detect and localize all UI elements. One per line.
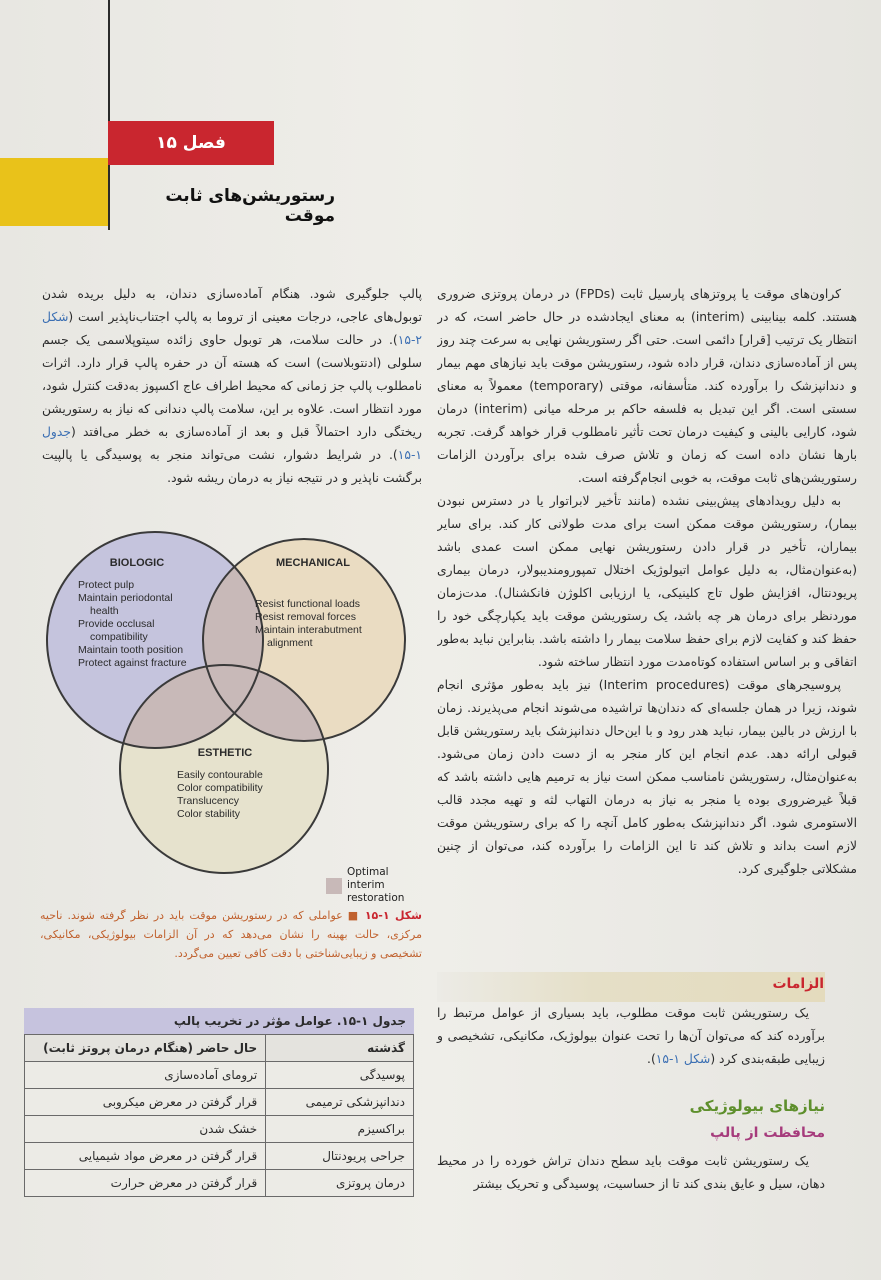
paragraph xyxy=(437,1002,825,1071)
esthetic-item: Color stability xyxy=(177,808,241,820)
text: ). در حالت سلامت، هر توبول حاوی زائده سیتوپلاسمی یک جسم سلولی (ادنتوبلاست) است که هسته آن در حفره پالپ قرار دارد. اثرات نامطلوب پالپ جز زمانی که محیط اطراف عاج اکسپوز به‌دقت کنترل شود، مورد انتظار است. علاوه بر این، سلامت پالپ دندانی که نیاز به رستوریشن ریختگی دارد احتمالاً قبل و بعد از آماده‌سازی به خطر می‌افتد ( xyxy=(42,333,422,439)
legend-line: interim xyxy=(347,879,385,891)
paragraph: یک رستوریشن ثابت موقت باید سطح دندان تراش خورده را در محیط دهان، سیل و عایق بندی کند تا از حساسیت، پوسیدگی و تحریک بیشتر xyxy=(437,1154,825,1191)
biologic-title: BIOLOGIC xyxy=(109,557,165,569)
figure-caption-label: شکل ۱-۱۵ xyxy=(364,909,422,922)
left-column xyxy=(42,283,422,493)
pulp-protection-text xyxy=(437,1150,825,1202)
paragraph: کراون‌های موقت یا پروتزهای پارسیل ثابت (FPDs) در درمان پروتزی ضروری هستند. کلمه بینابینی (interim) به معنای ایجادشده در حال حاضر است، که در انتظار یک ترتیب [قرار] دائمی است. حتی اگر رستوریشن نهایی به سرعت چند روز پس از آماده‌سازی دندان، قرار داده شود، رستوریشن موقت باید نیازهای مهم بیمار و دندانپزشک را برآورده کند. متأسفانه، موقتی (temporary) معمولاً به معنای سستی است. اگر این تبدیل به فلسفه حاکم بر مرحله میانی (interim) درمان شود، کارایی بالینی و کیفیت درمان تحت تأثیر نامطلوب قرار خواهد گرفت. تجربه بارها نشان داده است که زمان و تلاش صرف شده برای برآوردن الزامات رستوریشن‌های ثابت موقت، به خوبی انجام‌گرفته است. xyxy=(437,287,857,485)
requirements-text xyxy=(437,1002,825,1077)
legend-swatch xyxy=(326,878,342,894)
venn-diagram xyxy=(40,528,420,908)
table-cell: درمان پروتزی xyxy=(266,1170,414,1197)
biologic-item: compatibility xyxy=(90,631,148,643)
figure-caption: شکل ۱-۱۵ ■ عواملی که در رستوریشن موقت باید در نظر گرفته شوند. ناحیه مرکزی، حالت بهینه را نشان می‌دهد که در آن الزامات بیولوژیکی، مکانیکی، تشخیصی و زیبایی‌شناختی با دقت کافی تعیین می‌گردد. xyxy=(40,909,422,960)
table-cell: دندانپزشکی ترمیمی xyxy=(266,1089,414,1116)
legend-line: restoration xyxy=(347,892,405,904)
table-reference[interactable]: جدول ۱-۱۵ xyxy=(42,425,422,462)
esthetic-item: Color compatibility xyxy=(177,782,263,794)
table-row xyxy=(25,1143,414,1170)
mechanical-item: Maintain interabutment xyxy=(255,624,362,636)
table-cell: پوسیدگی xyxy=(266,1062,414,1089)
chapter-accent-bar xyxy=(0,158,108,226)
pulp-factors-table xyxy=(24,1008,414,1197)
paragraph: به دلیل رویدادهای پیش‌بینی نشده (مانند تأخیر لابراتوار یا در دسترس نبودن بیمار)، رستوریشن موقت ممکن است برای مدت طولانی کار کند. برای سایر بیماران، تأخیر در قرار دادن رستوریشن نهایی ممکن است عمدی باشد (به‌عنوان‌مثال، به دلیل عوامل اتیولوژیک اختلال تمپورومندیبولار، درمان بیماری پریودنتال، افزایش طول تاج کلینیکی، یا ارزیابی اکلوژن فانکشنال). مدت‌زمان موردنظر برای درمان هر چه باشد، یک رستوریشن موقت باید یکپارچگی خود را حفظ کند و کفایت لازم برای حفظ سلامت بیمار را داشته باشد. بنابراین نباید به‌طور اتفاقی و بر اساس استفاده کوتاه‌مدت مورد انتظار ساخته شود. xyxy=(437,494,857,669)
table-row xyxy=(25,1089,414,1116)
figure-caption-text: عواملی که در رستوریشن موقت باید در نظر گرفته شوند. ناحیه مرکزی، حالت بهینه را نشان می‌دهد که در آن الزامات بیولوژیکی، مکانیکی، تشخیصی و زیبایی‌شناختی با دقت کافی تعیین می‌گردد. xyxy=(40,909,422,960)
table-cell: قرار گرفتن در معرض مواد شیمیایی xyxy=(25,1143,266,1170)
table-row xyxy=(25,1170,414,1197)
esthetic-title: ESTHETIC xyxy=(197,747,253,759)
paragraph xyxy=(42,283,422,490)
table-header-row xyxy=(25,1035,414,1062)
chapter-label: فصل ۱۵ xyxy=(108,121,274,165)
mechanical-title: MECHANICAL xyxy=(276,557,350,569)
table-cell: براکسیزم xyxy=(266,1116,414,1143)
legend-label xyxy=(347,866,417,905)
section-heading: الزامات xyxy=(772,976,824,992)
table-title: جدول ۱-۱۵. عوامل مؤثر در تخریب پالپ xyxy=(24,1008,414,1034)
table-cell: جراحی پریودنتال xyxy=(266,1143,414,1170)
table-cell: قرار گرفتن در معرض میکروبی xyxy=(25,1089,266,1116)
biologic-item: Maintain tooth position xyxy=(78,644,184,656)
subsubsection-heading: محافظت از پالپ xyxy=(710,1125,825,1141)
paragraph: پروسیجرهای موقت (Interim procedures) نیز باید به‌طور مؤثری انجام شوند، زیرا در همان جلسه‌ای که دندان‌ها تراشیده می‌شوند انجام می‌پذیرند. زمان با ارزش در بالین بیمار، نباید هدر رود و با این‌حال دندانپزشک باید رستوریشن قابل قبولی ارائه دهد. عدم انجام این کار منجر به از دست دادن زمان می‌شود. به‌عنوان‌مثال، رستوریشن نامناسب ممکن است نیاز به ترمیم هایی داشته باشد که قبلاً غیرضروری بوده یا منجر به نیاز به درمان التهاب لثه و تهیه مجدد قالب الاستومری شود. اگر دندانپزشک به‌طور کامل آنچه را که برای رستوریشن موقت لازم است بداند و تلاش کند تا این الزامات را برآورده کند، می‌توان از چنین مشکلاتی جلوگیری کرد. xyxy=(437,678,857,876)
table-row xyxy=(25,1116,414,1143)
table-row xyxy=(25,1062,414,1089)
table-cell: ترومای آماده‌سازی xyxy=(25,1062,266,1089)
biologic-item: Provide occlusal xyxy=(78,618,155,630)
biologic-item: Protect against fracture xyxy=(78,657,187,669)
table-header: حال حاضر (هنگام درمان پروتز ثابت) xyxy=(25,1035,266,1062)
table-cell: خشک شدن xyxy=(25,1116,266,1143)
mechanical-item: Resist removal forces xyxy=(255,611,356,623)
venn-svg xyxy=(40,528,420,908)
table-header: گذشته xyxy=(266,1035,414,1062)
biologic-item: Maintain periodontal xyxy=(78,592,173,604)
figure-reference[interactable]: شکل ۲-۱۵ xyxy=(42,310,422,347)
biologic-item: Protect pulp xyxy=(78,579,135,591)
esthetic-item: Translucency xyxy=(177,795,240,807)
figure-reference[interactable]: شکل ۱-۱۵ xyxy=(655,1052,711,1066)
right-column xyxy=(437,283,857,963)
text: یک رستوریشن ثابت موقت مطلوب، باید بسیاری از عوامل مرتبط را برآورده کند که می‌توان آن‌ها را تحت عنوان بیولوژیک، مکانیکی، تشخیصی و زیبایی طبقه‌بندی کرد ( xyxy=(437,1006,825,1066)
biologic-item: health xyxy=(90,605,119,617)
text: پالپ جلوگیری شود. هنگام آماده‌سازی دندان، به دلیل بریده شدن توبول‌های عاجی، درجات معینی از تروما به پالپ اجتناب‌ناپذیر است ( xyxy=(42,287,422,324)
chapter-title: رستوریشن‌های ثابت موقت xyxy=(165,186,335,226)
mechanical-item: Resist functional loads xyxy=(255,598,361,610)
table xyxy=(24,1034,414,1197)
mechanical-item: alignment xyxy=(267,637,313,649)
text: ). در شرایط دشوار، نشت می‌تواند منجر به پوسیدگی یا پالپیت برگشت ناپذیر و در نتیجه نیاز به درمان ریشه شود. xyxy=(42,448,422,485)
esthetic-item: Easily contourable xyxy=(177,769,263,781)
legend-line: Optimal xyxy=(347,866,389,878)
table-cell: قرار گرفتن در معرض حرارت xyxy=(25,1170,266,1197)
subsection-heading: نیازهای بیولوژیکی xyxy=(689,1097,825,1115)
text: ). xyxy=(647,1052,656,1066)
